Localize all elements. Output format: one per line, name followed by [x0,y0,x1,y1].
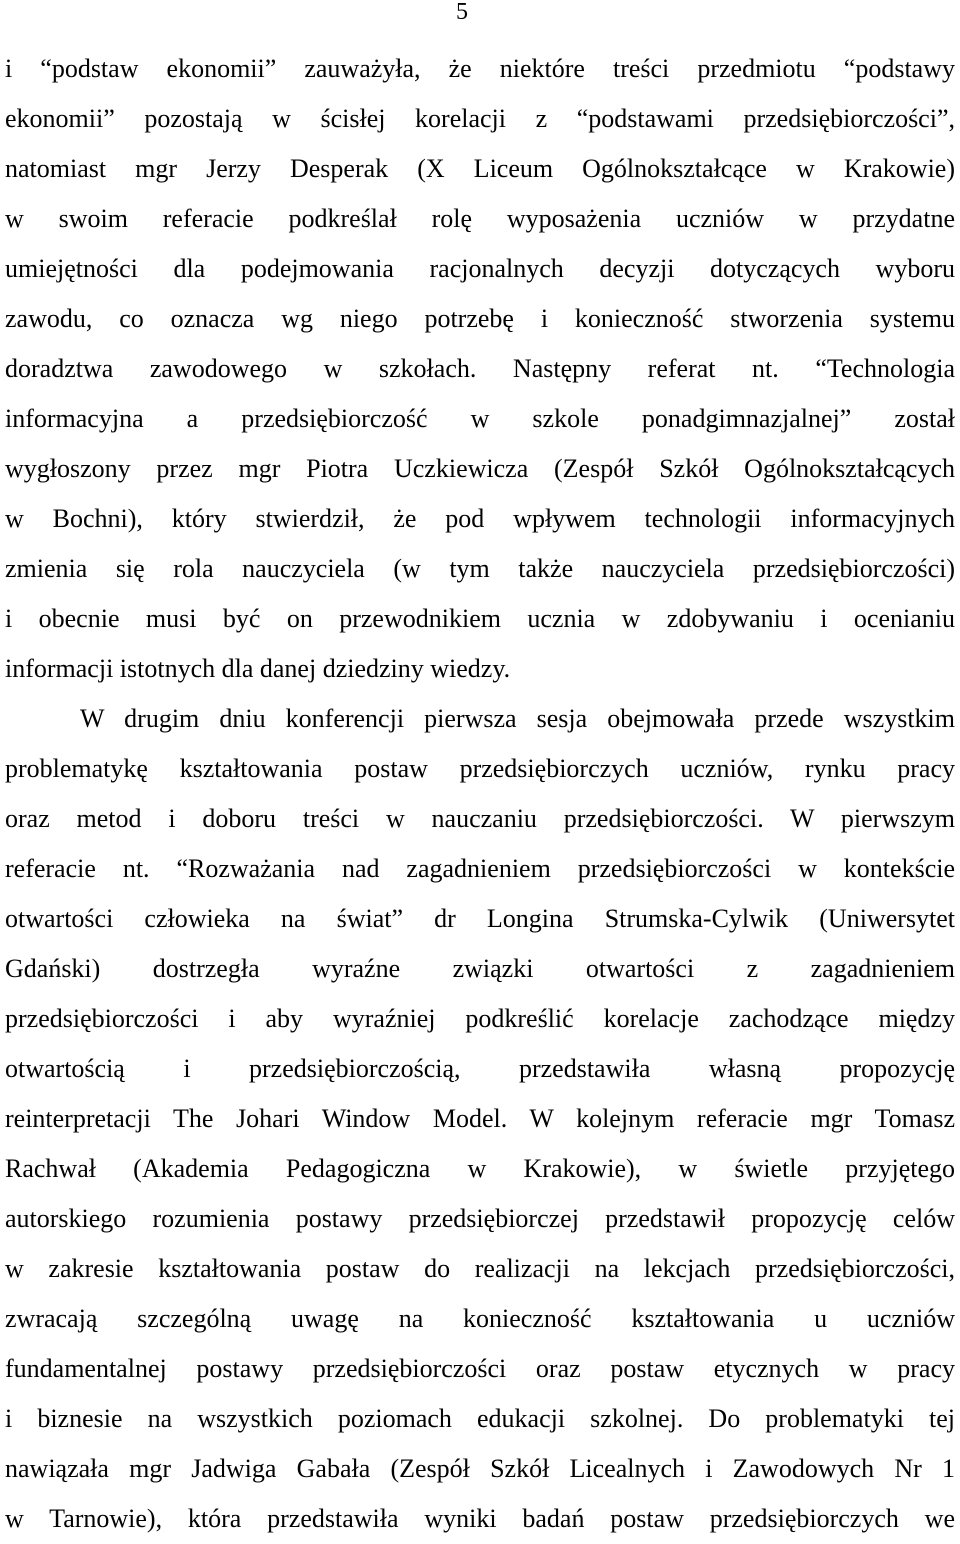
text-line: oraz metod i doboru treści w nauczaniu przedsiębiorczości. W pierwszym [5,804,955,833]
text-line: przedsiębiorczości i aby wyraźniej podkreślić korelacje zachodzące między [5,1004,955,1033]
text-line: zwracają szczególną uwagę na konieczność kształtowania u uczniów [5,1304,955,1333]
text-line: w Tarnowie), która przedstawiła wyniki badań postaw przedsiębiorczych we [5,1504,955,1533]
text-line: nawiązała mgr Jadwiga Gabała (Zespół Szkół Licealnych i Zawodowych Nr 1 [5,1454,955,1483]
text-line: Gdański) dostrzegła wyraźne związki otwartości z zagadnieniem [5,954,955,983]
text-line: otwartością i przedsiębiorczością, przedstawiła własną propozycję [5,1054,955,1083]
text-line: fundamentalnej postawy przedsiębiorczości oraz postaw etycznych w pracy [5,1354,955,1383]
text-line: w zakresie kształtowania postaw do realizacji na lekcjach przedsiębiorczości, [5,1254,955,1283]
text-line: Rachwał (Akademia Pedagogiczna w Krakowie), w świetle przyjętego [5,1154,955,1183]
text-line: w swoim referacie podkreślał rolę wyposażenia uczniów w przydatne [5,204,955,233]
text-line: ekonomii” pozostają w ścisłej korelacji z “podstawami przedsiębiorczości”, [5,104,955,133]
text-line: problematykę kształtowania postaw przedsiębiorczych uczniów, rynku pracy [5,754,955,783]
text-line: informacji istotnych dla danej dziedziny wiedzy. [5,654,511,683]
text-line: reinterpretacji The Johari Window Model. W kolejnym referacie mgr Tomasz [5,1104,955,1133]
text-line: doradztwa zawodowego w szkołach. Następny referat nt. “Technologia [5,354,955,383]
text-line: i obecnie musi być on przewodnikiem ucznia w zdobywaniu i ocenianiu [5,604,955,633]
text-line: otwartości człowieka na świat” dr Longina Strumska-Cylwik (Uniwersytet [5,904,955,933]
page-number: 5 [456,0,468,25]
text-line: zawodu, co oznacza wg niego potrzebę i konieczność stworzenia systemu [5,304,955,333]
text-line: wygłoszony przez mgr Piotra Uczkiewicza (Zespół Szkół Ogólnokształcących [5,454,955,483]
text-line: i biznesie na wszystkich poziomach edukacji szkolnej. Do problematyki tej [5,1404,955,1433]
text-line: natomiast mgr Jerzy Desperak (X Liceum Ogólnokształcące w Krakowie) [5,154,955,183]
body-text [5,44,955,1544]
text-line: i “podstaw ekonomii” zauważyła, że niektóre treści przedmiotu “podstawy [5,54,955,83]
text-line: zmienia się rola nauczyciela (w tym także nauczyciela przedsiębiorczości) [5,554,955,583]
text-line: informacyjna a przedsiębiorczość w szkole ponadgimnazjalnej” został [5,404,955,433]
text-line: w Bochni), który stwierdził, że pod wpływem technologii informacyjnych [5,504,955,533]
text-line: umiejętności dla podejmowania racjonalnych decyzji dotyczących wyboru [5,254,955,283]
text-line: autorskiego rozumienia postawy przedsiębiorczej przedstawił propozycję celów [5,1204,955,1233]
text-line: referacie nt. “Rozważania nad zagadnieniem przedsiębiorczości w kontekście [5,854,955,883]
text-line: W drugim dniu konferencji pierwsza sesja obejmowała przede wszystkim [80,704,955,733]
